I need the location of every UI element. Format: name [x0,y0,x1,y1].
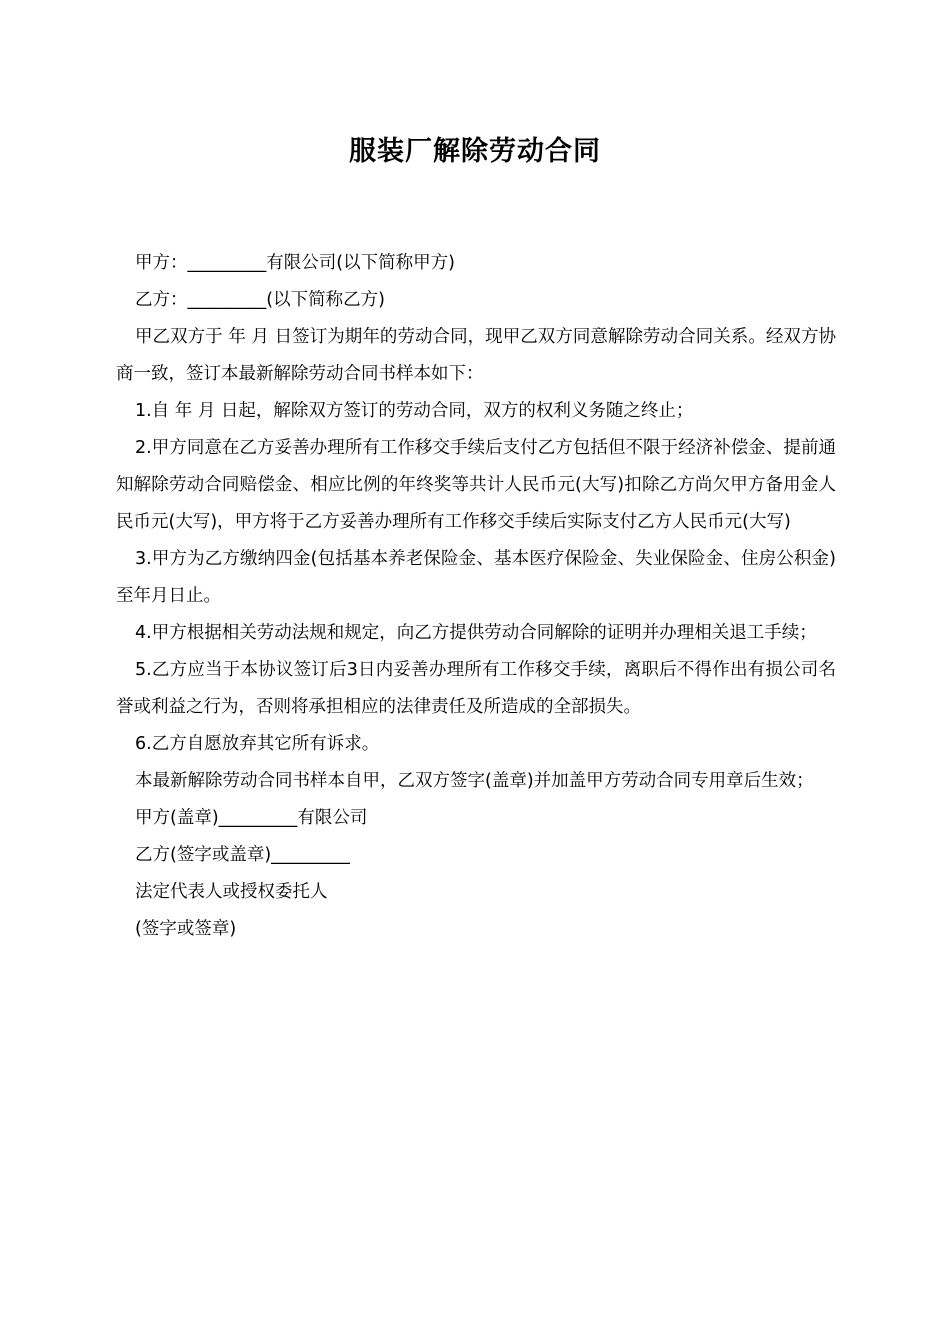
effective-clause: 本最新解除劳动合同书样本自甲，乙双方签字(盖章)并加盖甲方劳动合同专用章后生效； [135,771,814,791]
party-b-line: 乙方：_________(以下简称乙方) [135,290,385,310]
party-a-signature-line: 甲方(盖章)_________有限公司 [135,808,368,828]
party-b-signature-line: 乙方(签字或盖章)_________ [135,845,350,865]
document-title: 服装厂解除劳动合同 [349,136,601,167]
clause-4: 4.甲方根据相关劳动法规和规定，向乙方提供劳动合同解除的证明并办理相关退工手续； [135,623,817,643]
clause-3: 3.甲方为乙方缴纳四金(包括基本养老保险金、基本医疗保险金、失业保险金、住房公积金)至年月日止。 [116,549,836,606]
preamble-paragraph: 甲乙双方于 年 月 日签订为期年的劳动合同，现甲乙双方同意解除劳动合同关系。经双方协商一致，签订本最新解除劳动合同书样本如下： [116,327,836,384]
legal-representative-line: 法定代表人或授权委托人 [135,882,328,902]
signature-note: (签字或签章) [135,919,237,939]
clause-6: 6.乙方自愿放弃其它所有诉求。 [135,734,380,754]
party-a-line: 甲方：_________有限公司(以下简称甲方) [135,253,455,273]
clause-5: 5.乙方应当于本协议签订后3日内妥善办理所有工作移交手续，离职后不得作出有损公司名誉或利益之行为，否则将承担相应的法律责任及所造成的全部损失。 [116,660,836,717]
clause-2: 2.甲方同意在乙方妥善办理所有工作移交手续后支付乙方包括但不限于经济补偿金、提前通知解除劳动合同赔偿金、相应比例的年终奖等共计人民币元(大写)扣除乙方尚欠甲方备用金人民币元(大写)，甲方将于乙方妥善办理所有工作移交手续后实际支付乙方人民币元(大写) [116,438,836,532]
document-body [116,245,836,948]
clause-1: 1.自 年 月 日起，解除双方签订的劳动合同，双方的权利义务随之终止； [135,401,694,421]
